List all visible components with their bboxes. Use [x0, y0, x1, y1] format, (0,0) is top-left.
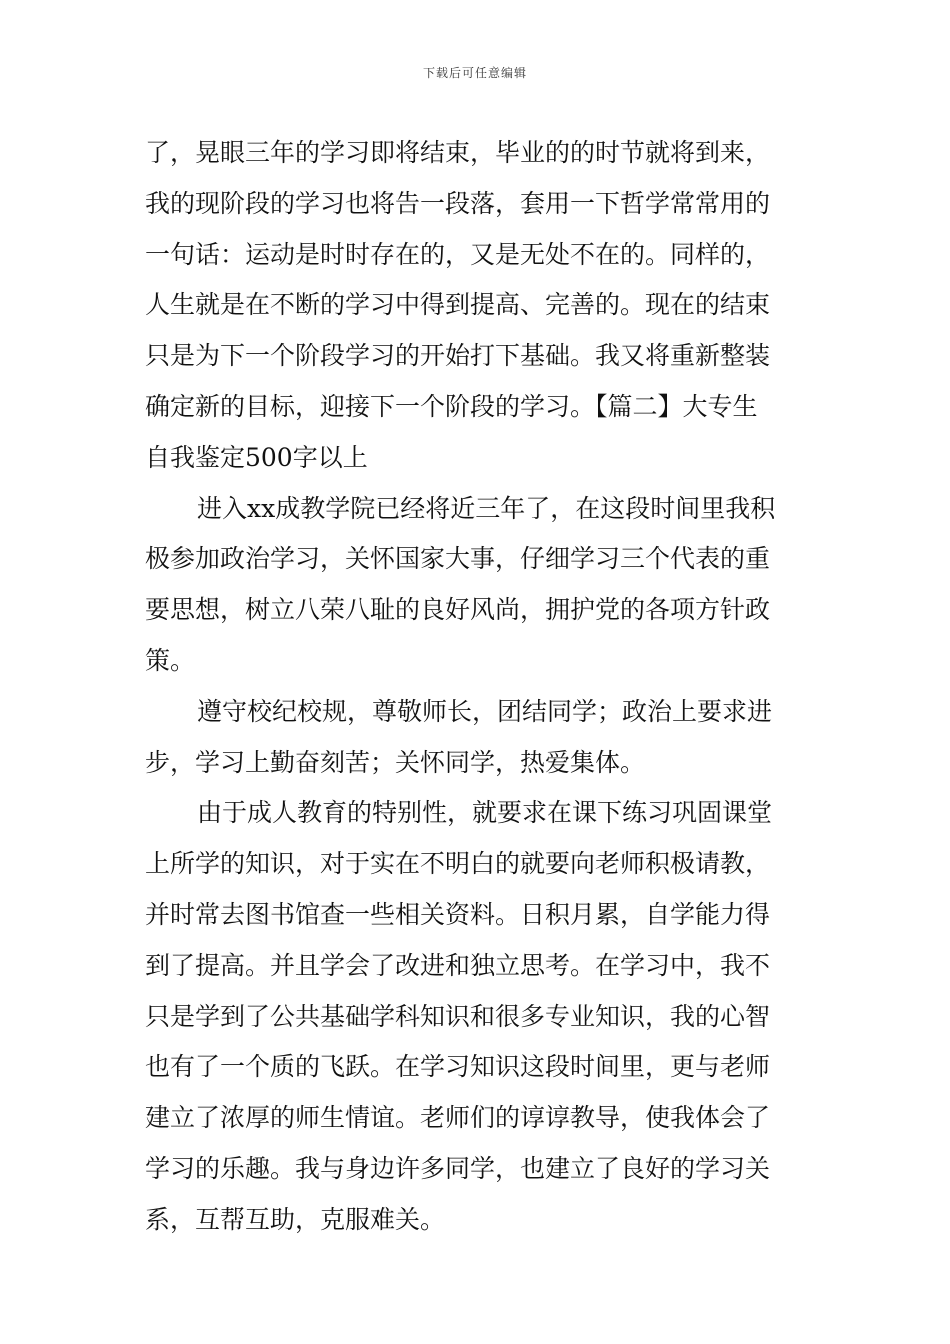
text-line: 确定新的目标，迎接下一个阶段的学习。【篇二】大专生 [145, 391, 758, 421]
paragraph-3 [145, 687, 810, 789]
text-line: 建立了浓厚的师生情谊。老师们的谆谆教导，使我体会了 [145, 1103, 771, 1133]
text-line: 到了提高。并且学会了改进和独立思考。在学习中，我不 [145, 950, 771, 980]
text-line: 步，学习上勤奋刻苦；关怀同学，热爱集体。 [145, 747, 646, 777]
text-line: 人生就是在不断的学习中得到提高、完善的。现在的结束 [145, 290, 771, 320]
text-line: 由于成人教育的特别性，就要求在课下练习巩固课堂 [197, 798, 773, 828]
text-line: 我的现阶段的学习也将告一段落，套用一下哲学常常用的 [145, 188, 771, 218]
paragraph-4 [145, 788, 810, 1245]
text-line: 只是学到了公共基础学科知识和很多专业知识，我的心智 [145, 1001, 771, 1031]
paragraph-2 [145, 484, 810, 687]
text-line: 策。 [145, 645, 196, 675]
text-line: 极参加政治学习，关怀国家大事，仔细学习三个代表的重 [145, 544, 771, 574]
text-line: 学习的乐趣。我与身边许多同学，也建立了良好的学习关 [145, 1153, 771, 1183]
text-line: 上所学的知识，对于实在不明白的就要向老师积极请教， [145, 849, 771, 879]
document-body [145, 128, 810, 1246]
text-line: 遵守校纪校规，尊敬师长，团结同学；政治上要求进 [197, 696, 773, 726]
page-header: 下载后可任意编辑 [422, 66, 527, 80]
text-line: 自我鉴定500字以上 [145, 442, 368, 472]
paragraph-1 [145, 128, 810, 484]
text-line: 一句话：运动是时时存在的，又是无处不在的。同样的， [145, 239, 771, 269]
text-line: 进入xx成教学院已经将近三年了，在这段时间里我积 [197, 493, 776, 523]
text-line: 系，互帮互助，克服难关。 [145, 1204, 446, 1234]
text-line: 也有了一个质的飞跃。在学习知识这段时间里，更与老师 [145, 1052, 771, 1082]
text-line: 要思想，树立八荣八耻的良好风尚，拥护党的各项方针政 [145, 595, 771, 625]
text-line: 了，晃眼三年的学习即将结束，毕业的的时节就将到来， [145, 138, 771, 167]
text-line: 并时常去图书馆查一些相关资料。日积月累，自学能力得 [145, 899, 771, 929]
text-line: 只是为下一个阶段学习的开始打下基础。我又将重新整装 [145, 341, 771, 371]
